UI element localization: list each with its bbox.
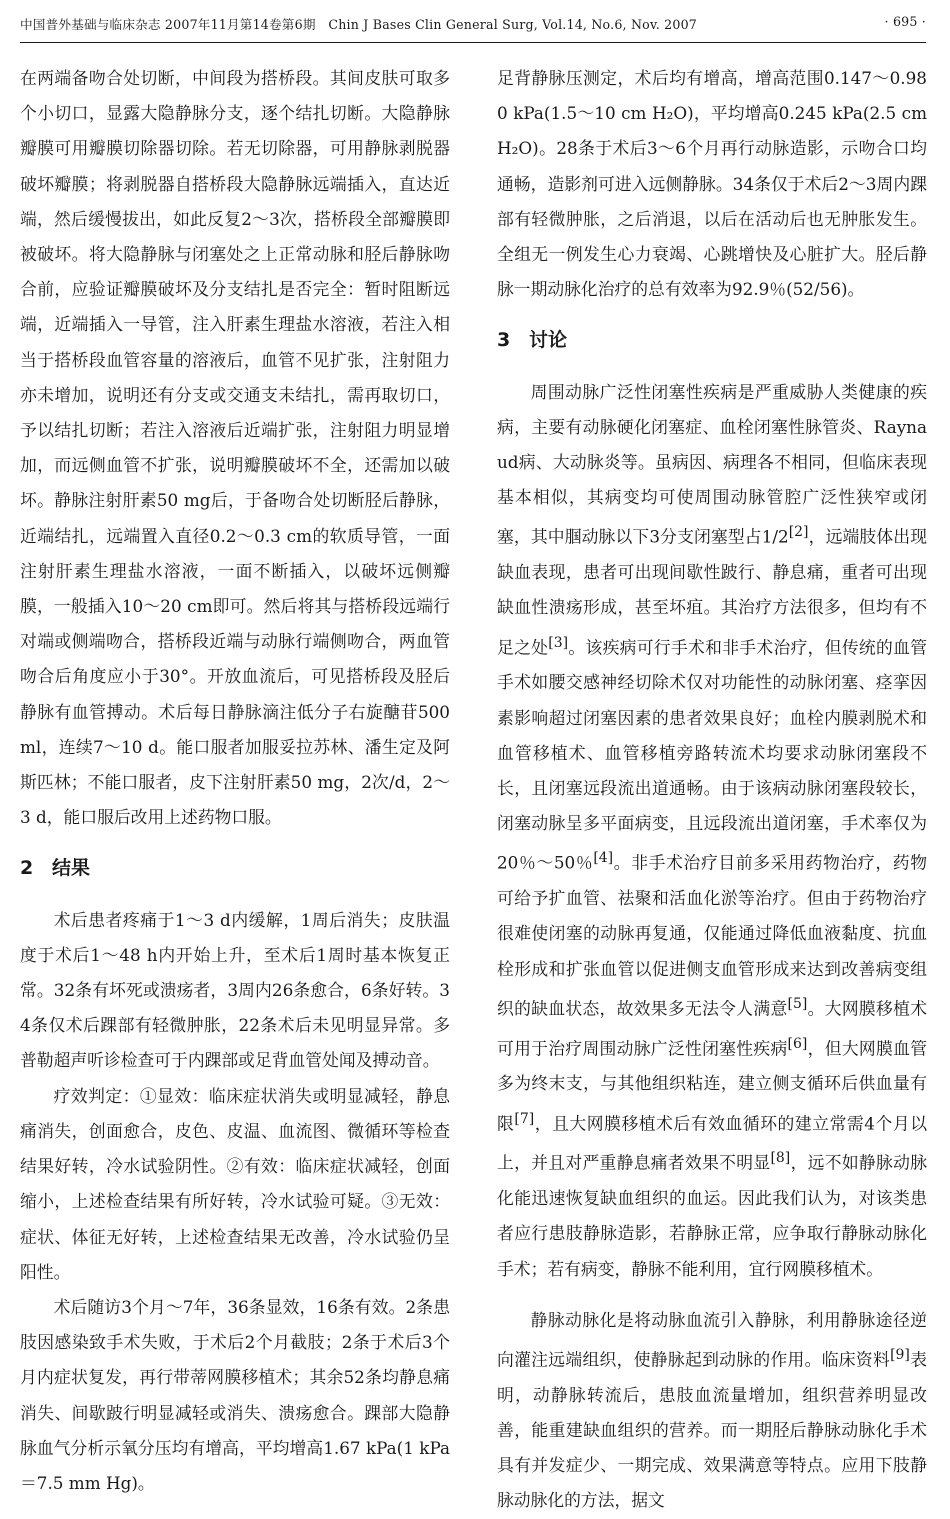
text-run: 周围动脉广泛性闭塞性疾病是严重威胁人类健康的疾病，主要有动脉硬化闭塞症、血栓闭塞性脉管炎、Raynaud病、大动脉炎等。虽病因、病理各不相同，但临床表现基本相似，其病变均可使周围动脉管腔广泛性狭窄或闭塞，其中腘动脉以下3分支闭塞型占1/2 — [497, 381, 927, 548]
text-run: 。非手术治疗目前多采用药物治疗，药物可给予扩血管、祛聚和活血化淤等治疗。但由于药物治疗很难使闭塞的动脉再复通，仅能通过降低血液黏度、抗血栓形成和扩张血管以促进侧支血管形成来达到改善病变组织的缺血状态，故效果多无法令人满意 — [497, 853, 927, 1019]
left-column — [20, 61, 450, 1501]
text-run: ，远端肢体出现缺血表现，患者可出现间歇性跛行、静息痛，重者可出现缺血性溃疡形成，甚至坏疽。其治疗方法很多，但均有不足之处 — [497, 527, 927, 658]
text-run: 静脉动脉化是将动脉血流引入静脉，利用静脉途径逆向灌注远端组织，使静脉起到动脉的作用。临床资料 — [497, 1309, 927, 1370]
left-paragraph-followup: 术后随访3个月～7年，36条显效，16条有效。2条患肢因感染致手术失败，于术后2个月截肢；2条于术后3个月内症状复发，再行带蒂网膜移植术；其余52条均静息痛消失、间歇跛行明显减轻或消失、溃疡愈合。踝部大隐静脉血气分析示氧分压均有增高，平均增高1.67 kPa(1 kPa＝7.5 mm Hg)。 — [20, 1296, 450, 1493]
running-header — [20, 14, 926, 40]
left-paragraph-methods: 在两端备吻合处切断，中间段为搭桥段。其间皮肤可取多个小切口，显露大隐静脉分支，逐个结扎切断。大隐静脉瓣膜可用瓣膜切除器切除。若无切除器，可用静脉剥脱器破坏瓣膜；将剥脱器自搭桥段大隐静脉远端插入，直达近端，然后缓慢拔出，如此反复2～3次，搭桥段全部瓣膜即被破坏。将大隐静脉与闭塞处之上正常动脉和胫后静脉吻合前，应验证瓣膜破坏及分支结扎是否完全：暂时阻断远端，近端插入一导管，注入肝素生理盐水溶液，若注入相当于搭桥段血管容量的溶液后，血管不见扩张，注射阻力亦未增加，说明还有分支或交通支未结扎，需再取切口，予以结扎切断；若注入溶液后近端扩张，注射阻力明显增加，而远侧血管不扩张，说明瓣膜破坏不全，还需加以破坏。静脉注射肝素50 mg后，于备吻合处切断胫后静脉，近端结扎，远端置入直径0.2～0.3 cm的软质导管，一面注射肝素生理盐水溶液，一面不断插入，以破坏远侧瓣膜，一般插入10～20 cm即可。然后将其与搭桥段远端行对端或侧端吻合，搭桥段近端与动脉行端侧吻合，两血管吻合后角度应小于30°。开放血流后，可见搭桥段及胫后静脉有血管搏动。术后每日静脉滴注低分子右旋醣苷500 ml，连续7～10 d。能口服者加服妥拉苏林、潘生定及阿斯匹林；不能口服者，皮下注射肝素50 mg，2次/d，2～3 d，能口服后改用上述药物口服。 — [20, 68, 450, 828]
text-run: ，且大网膜移植术后有效血循环的建立常需4个月以上，并且对严重静息痛者效果不明显 — [497, 1113, 927, 1174]
right-paragraph-results-cont: 足背静脉压测定，术后均有增高，增高范围0.147～0.980 kPa(1.5～10 cm H₂O)，平均增高0.245 kPa(2.5 cm H₂O)。28条于术后3～6个月再行动脉造影，示吻合口均通畅，造影剂可进入远侧静脉。34条仅于术后2～3周内踝部有轻微肿胀，之后消退，以后在活动后也无肿胀发生。全组无一例发生心力衰竭、心跳增快及心脏扩大。胫后静脉一期动脉化治疗的总有效率为92.9％(52/56)。 — [497, 68, 927, 300]
text-run: 。大网膜移植术可用于治疗周围动脉广泛性闭塞性疾病 — [497, 998, 927, 1059]
citation-ref: [5] — [787, 995, 808, 1012]
header-rule — [20, 42, 926, 43]
citation-ref: [6] — [787, 1035, 808, 1052]
citation-ref: [9] — [890, 1347, 910, 1364]
text-run: ，远不如静脉动脉化能迅速恢复缺血组织的血运。因此我们认为，对该类患者应行患肢静脉造影，若静脉正常，应争取行静脉动脉化手术；若有病变，静脉不能利用，宜行网膜移植术。 — [497, 1153, 927, 1279]
citation-ref: [3] — [548, 634, 569, 651]
section-number: 3 — [497, 329, 511, 352]
text-run: ，但大网膜血管多为终末支，与其他组织粘连，建立侧支循环后供血量有限 — [497, 1038, 927, 1134]
right-paragraph-discussion-2 — [497, 1303, 927, 1519]
text-run: 表明，动静脉转流后，患肢血流量增加，组织营养明显改善，能重建缺血组织的营养。而一期胫后静脉动脉化手术具有并发症少、一期完成、效果满意等特点。应用下肢静脉动脉化的方法，据文 — [497, 1349, 927, 1511]
left-paragraph-results: 术后患者疼痛于1～3 d内缓解，1周后消失；皮肤温度于术后1～48 h内开始上升，至术后1周时基本恢复正常。32条有坏死或溃疡者，3周内26条愈合，6条好转。34条仅术后踝部有轻微肿胀，22条术后未见明显异常。多普勒超声听诊检查可于内踝部或足背血管处闻及搏动音。 — [20, 909, 450, 1071]
section-number: 2 — [20, 857, 34, 880]
section-title: 结果 — [52, 857, 91, 880]
text-run: 。该疾病可行手术和非手术治疗，但传统的血管手术如腰交感神经切除术仅对功能性的动脉闭塞、痉挛因素影响超过闭塞因素的患者效果良好；血栓内膜剥脱术和血管移植术、血管移植旁路转流术均要求动脉闭塞段不长，且闭塞远段流出道通畅。由于该病动脉闭塞段较长，闭塞动脉呈多平面病变，且远段流出道闭塞，手术率仅为20％～50％ — [497, 637, 927, 874]
citation-ref: [8] — [770, 1150, 791, 1167]
journal-citation: 中国普外基础与临床杂志 2007年11月第14卷第6期 Chin J Bases Clin General Surg, Vol.14, No.6, Nov. 2007 — [20, 17, 698, 32]
citation-ref: [2] — [788, 524, 809, 541]
section-heading-results — [20, 851, 450, 886]
right-paragraph-discussion-1 — [497, 375, 927, 1287]
page-number: · 695 · — [884, 14, 926, 29]
citation-ref: [4] — [593, 850, 614, 867]
left-paragraph-criteria: 疗效判定：①显效：临床症状消失或明显减轻，静息痛消失，创面愈合，皮色、皮温、血流图、微循环等检查结果好转，冷水试验阴性。②有效：临床症状减轻，创面缩小，上述检查结果有所好转，冷水试验可疑。③无效：症状、体征无好转，上述检查结果无改善，冷水试验仍呈阳性。 — [20, 1085, 450, 1282]
citation-ref: [7] — [514, 1110, 535, 1127]
section-heading-discussion — [497, 323, 927, 358]
section-title: 讨论 — [529, 329, 568, 352]
right-column — [497, 61, 927, 1519]
